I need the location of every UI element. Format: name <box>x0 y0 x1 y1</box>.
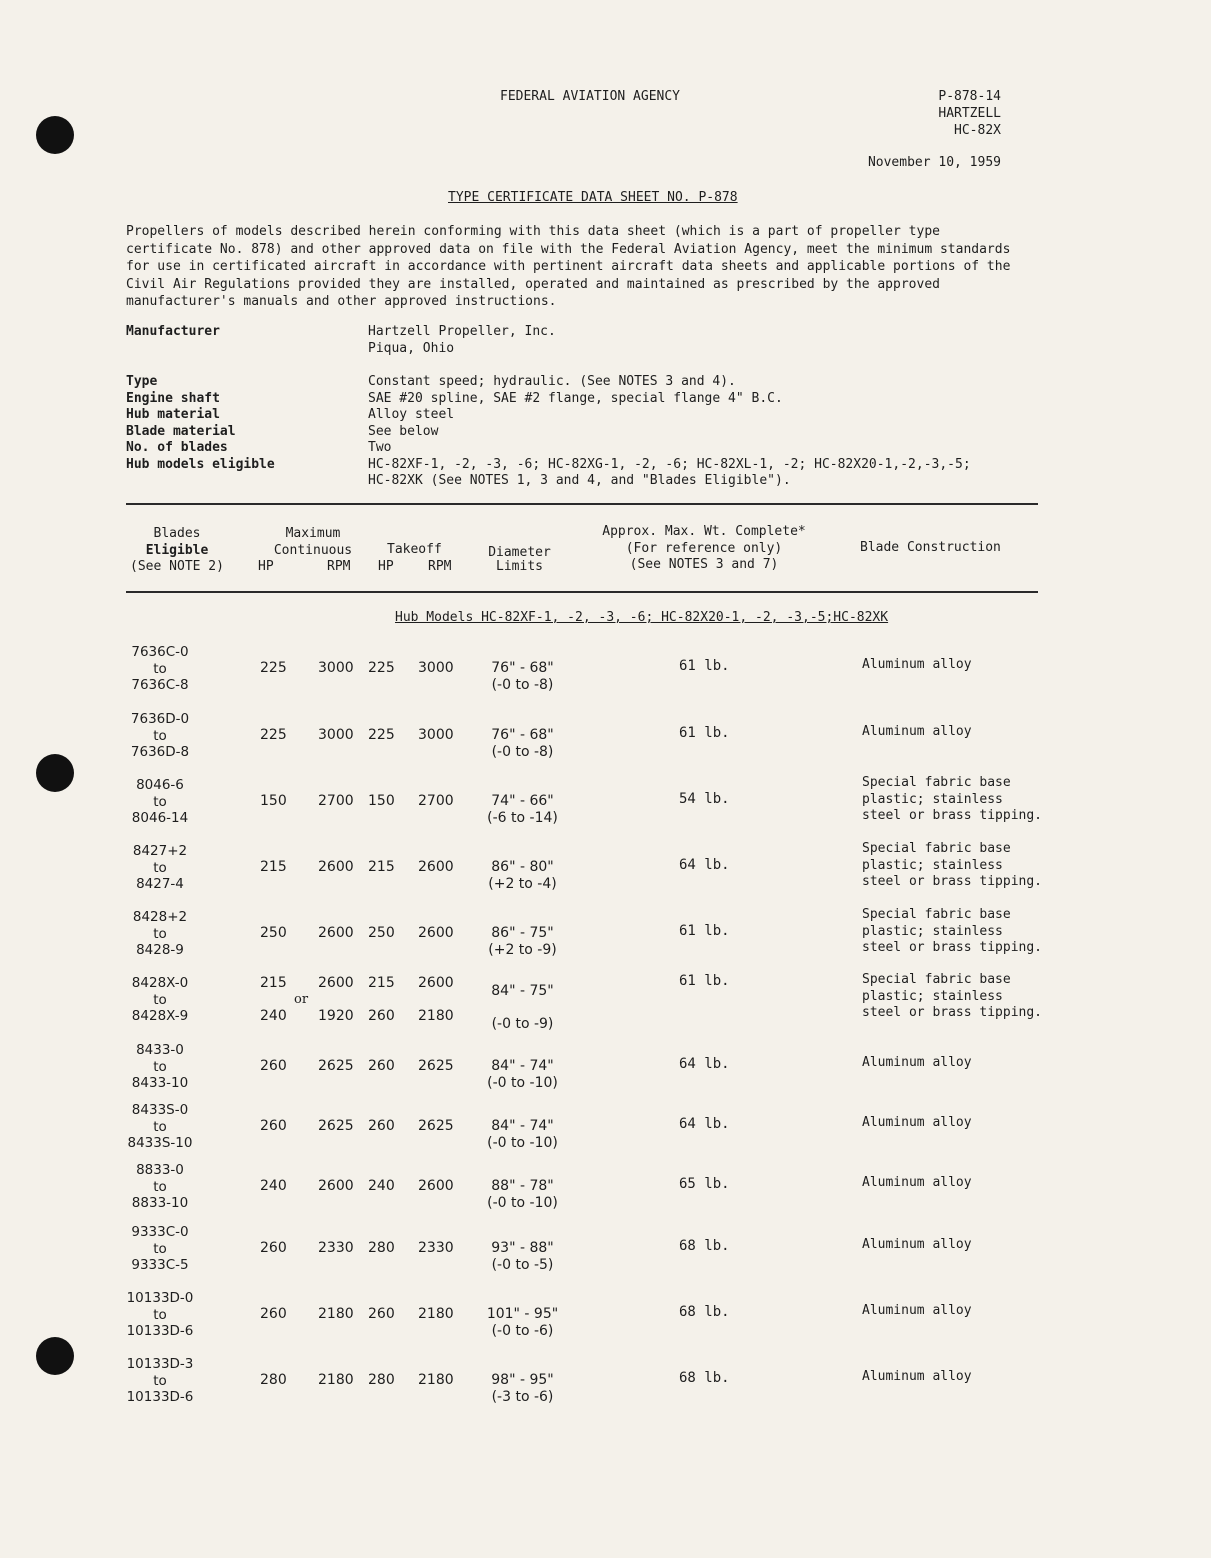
diameter-range: (+2 to -9) <box>488 942 557 958</box>
diameter-value: 86" - 80" <box>491 859 554 875</box>
spec-value: Hartzell Propeller, Inc. <box>368 324 556 339</box>
construction-line: steel or brass tipping. <box>862 874 1043 889</box>
diameter-limits <box>470 1372 575 1406</box>
takeoff-rpm-b: 2180 <box>418 1008 454 1024</box>
header-line: (See NOTES 3 and 7) <box>629 557 779 572</box>
blade-construction <box>862 841 1042 891</box>
max-cont-hp-b: 240 <box>260 1008 287 1024</box>
max-cont-rpm: 3000 <box>318 727 354 743</box>
construction-line: Special fabric base <box>862 972 1011 987</box>
takeoff-rpm: 2600 <box>418 1178 454 1194</box>
max-cont-hp-a: 215 <box>260 975 287 991</box>
construction-line: steel or brass tipping. <box>862 940 1043 955</box>
spec-value: HC-82XK (See NOTES 1, 3 and 4, and "Blades Eligible"). <box>368 473 791 488</box>
binder-hole-bottom <box>36 1337 74 1375</box>
takeoff-rpm: 2600 <box>418 859 454 875</box>
blade-to: 8427-4 <box>136 876 184 892</box>
approx-weight: 61 lb. <box>679 923 730 939</box>
diameter-limits <box>470 660 575 694</box>
takeoff-hp: 150 <box>368 793 395 809</box>
construction-line: plastic; stainless <box>862 791 1003 807</box>
header-line: Approx. Max. Wt. Complete* <box>602 524 806 539</box>
blade-construction <box>862 1115 972 1132</box>
spec-value: HC-82XF-1, -2, -3, -6; HC-82XG-1, -2, -6; HC-82XL-1, -2; HC-82X20-1,-2,-3,-5; <box>368 456 971 472</box>
blade-from: 8833-0 <box>136 1162 184 1178</box>
spec-label: Manufacturer <box>126 324 220 339</box>
takeoff-hp: 215 <box>368 859 395 875</box>
blade-from: 8427+2 <box>132 843 188 859</box>
construction-line: plastic; stainless <box>862 857 1003 873</box>
col-blades-header <box>122 526 232 576</box>
diameter-limits <box>470 1058 575 1092</box>
max-cont-hp: 280 <box>260 1372 287 1388</box>
blade-eligible <box>120 843 200 893</box>
max-cont-rpm: 2600 <box>318 1178 354 1194</box>
diameter-value: 93" - 88" <box>491 1240 554 1256</box>
max-cont-hp: 260 <box>260 1306 287 1322</box>
maker-code: HARTZELL <box>938 106 1001 121</box>
blade-from: 8046-6 <box>136 777 184 793</box>
blade-to: 8433-10 <box>131 1075 189 1091</box>
header-line: Diameter <box>488 545 551 560</box>
blade-to-word: to <box>153 1058 167 1075</box>
approx-weight: 64 lb. <box>679 1056 730 1072</box>
max-cont-hp: 250 <box>260 925 287 941</box>
blade-construction <box>862 1175 972 1192</box>
diameter-limits <box>470 1240 575 1274</box>
diameter-limits <box>470 793 575 827</box>
col-mc-rpm-header: RPM <box>327 559 351 574</box>
spec-value: Two <box>368 440 392 455</box>
approx-weight: 61 lb. <box>679 973 730 989</box>
diameter-value: 88" - 78" <box>491 1178 554 1194</box>
blade-construction <box>862 1303 972 1320</box>
blade-construction <box>862 972 1042 1022</box>
max-cont-hp: 225 <box>260 727 287 743</box>
blade-construction <box>862 775 1042 825</box>
blade-to-word: to <box>153 793 167 810</box>
max-cont-rpm: 2330 <box>318 1240 354 1256</box>
construction-line: Aluminum alloy <box>862 1055 972 1070</box>
approx-weight: 68 lb. <box>679 1304 730 1320</box>
header-line: (For reference only) <box>625 540 783 556</box>
approx-weight: 65 lb. <box>679 1176 730 1192</box>
header-line: (See NOTE 2) <box>130 559 224 574</box>
col-mc-hp-header: HP <box>258 559 274 574</box>
takeoff-rpm: 2625 <box>418 1058 454 1074</box>
blade-construction <box>862 1055 972 1072</box>
spec-value: Piqua, Ohio <box>368 340 455 356</box>
spec-value: See below <box>368 423 439 439</box>
diameter-value: 86" - 75" <box>491 925 554 941</box>
agency-name: FEDERAL AVIATION AGENCY <box>500 89 681 104</box>
blade-to-word: to <box>153 1372 167 1389</box>
diameter-range: (-3 to -6) <box>491 1389 554 1405</box>
max-cont-hp: 260 <box>260 1118 287 1134</box>
max-cont-hp: 225 <box>260 660 287 676</box>
rule-header <box>126 591 1038 593</box>
document-title: TYPE CERTIFICATE DATA SHEET NO. P-878 <box>448 190 738 205</box>
max-cont-rpm: 2700 <box>318 793 354 809</box>
spec-label: No. of blades <box>126 440 228 455</box>
diameter-range: (-0 to -10) <box>487 1195 558 1211</box>
diameter-limits <box>470 1178 575 1212</box>
takeoff-hp-b: 260 <box>368 1008 395 1024</box>
blade-to: 9333C-5 <box>131 1257 189 1273</box>
max-cont-hp: 215 <box>260 859 287 875</box>
spec-label: Hub models eligible <box>126 456 275 472</box>
takeoff-rpm: 2180 <box>418 1306 454 1322</box>
spec-value: SAE #20 spline, SAE #2 flange, special flange 4" B.C. <box>368 390 783 406</box>
construction-line: Aluminum alloy <box>862 1175 972 1190</box>
model-code: HC-82X <box>954 123 1001 138</box>
rule-top <box>126 503 1038 505</box>
takeoff-hp: 225 <box>368 727 395 743</box>
blade-construction <box>862 1369 972 1386</box>
diameter-range: (-0 to -5) <box>491 1257 554 1273</box>
col-weight-header <box>588 524 820 574</box>
approx-weight: 64 lb. <box>679 857 730 873</box>
takeoff-hp: 250 <box>368 925 395 941</box>
construction-line: steel or brass tipping. <box>862 1005 1043 1020</box>
hub-models-subheading: Hub Models HC-82XF-1, -2, -3, -6; HC-82X20-1, -2, -3,-5;HC-82XK <box>395 610 889 625</box>
blade-to: 10133D-6 <box>126 1389 194 1405</box>
diameter-limits <box>470 1306 575 1340</box>
blade-eligible <box>120 1042 200 1092</box>
diameter-range: (-6 to -14) <box>487 810 558 826</box>
spec-label: Engine shaft <box>126 390 220 406</box>
max-cont-hp: 240 <box>260 1178 287 1194</box>
blade-to: 8433S-10 <box>127 1135 193 1151</box>
max-cont-rpm-b: 1920 <box>318 1008 354 1024</box>
document-date: November 10, 1959 <box>867 155 1001 170</box>
diameter-limits <box>470 859 575 893</box>
construction-line: Special fabric base <box>862 775 1011 790</box>
header-line: Eligible <box>145 542 209 558</box>
construction-line: Aluminum alloy <box>862 1369 972 1384</box>
construction-line: Special fabric base <box>862 841 1011 856</box>
diameter-value: 84" - 74" <box>491 1058 554 1074</box>
blade-to-word: to <box>153 1178 167 1195</box>
spec-value: Alloy steel <box>368 407 455 422</box>
diameter-range: (-0 to -10) <box>487 1075 558 1091</box>
diameter-value: 76" - 68" <box>491 727 554 743</box>
construction-line: Aluminum alloy <box>862 1303 972 1318</box>
rating-or: or <box>294 992 309 1007</box>
blade-eligible <box>120 909 200 959</box>
takeoff-hp: 280 <box>368 1240 395 1256</box>
blade-construction <box>862 907 1042 957</box>
blade-from: 8428X-0 <box>131 975 189 991</box>
blade-to-word: to <box>153 660 167 677</box>
blade-eligible <box>120 1224 200 1274</box>
diameter-value: 76" - 68" <box>491 660 554 676</box>
takeoff-rpm: 3000 <box>418 727 454 743</box>
takeoff-rpm-a: 2600 <box>418 975 454 991</box>
blade-eligible <box>120 1356 200 1406</box>
blade-to-word: to <box>153 727 167 744</box>
construction-line: Aluminum alloy <box>862 1237 972 1252</box>
blade-to: 7636D-8 <box>130 744 190 760</box>
blade-to-word: to <box>153 991 167 1008</box>
col-diameter-header <box>472 545 567 575</box>
blade-from: 8433-0 <box>136 1042 184 1058</box>
blade-eligible <box>120 711 200 761</box>
blade-eligible <box>120 644 200 694</box>
diameter-limits <box>470 1118 575 1152</box>
takeoff-hp: 280 <box>368 1372 395 1388</box>
header-line: Continuous <box>273 542 353 558</box>
diameter-range: (-0 to -8) <box>491 744 554 760</box>
approx-weight: 54 lb. <box>679 791 730 807</box>
max-cont-rpm: 3000 <box>318 660 354 676</box>
header-line: Maximum <box>285 526 341 541</box>
construction-line: Special fabric base <box>862 907 1011 922</box>
diameter-range: (-0 to -9) <box>491 1016 554 1032</box>
construction-line: Aluminum alloy <box>862 657 972 672</box>
blade-to-word: to <box>153 1306 167 1323</box>
binder-hole-top <box>36 116 74 154</box>
approx-weight: 61 lb. <box>679 725 730 741</box>
spec-label: Hub material <box>126 407 220 422</box>
spec-label: Type <box>126 374 158 389</box>
blade-to: 10133D-6 <box>126 1323 194 1339</box>
col-takeoff-header: Takeoff <box>387 542 442 557</box>
col-max-cont-header <box>258 526 368 559</box>
takeoff-hp: 260 <box>368 1058 395 1074</box>
takeoff-hp: 260 <box>368 1306 395 1322</box>
col-to-hp-header: HP <box>378 559 394 574</box>
header-line: Blades <box>153 526 201 541</box>
takeoff-hp: 225 <box>368 660 395 676</box>
max-cont-rpm: 2600 <box>318 859 354 875</box>
max-cont-hp: 260 <box>260 1240 287 1256</box>
diameter-limits <box>470 727 575 761</box>
col-to-rpm-header: RPM <box>428 559 452 574</box>
blade-to: 8833-10 <box>131 1195 189 1211</box>
construction-line: plastic; stainless <box>862 923 1003 939</box>
approx-weight: 68 lb. <box>679 1370 730 1386</box>
blade-to-word: to <box>153 925 167 942</box>
blade-to-word: to <box>153 1118 167 1135</box>
max-cont-rpm: 2180 <box>318 1306 354 1322</box>
max-cont-rpm: 2625 <box>318 1058 354 1074</box>
diameter-range: (+2 to -4) <box>488 876 557 892</box>
header-line: Limits <box>496 558 543 574</box>
diameter-limits <box>470 975 575 1041</box>
diameter-value: 74" - 66" <box>491 793 554 809</box>
blade-eligible <box>120 975 200 1025</box>
blade-construction <box>862 724 972 741</box>
approx-weight: 64 lb. <box>679 1116 730 1132</box>
blade-from: 10133D-3 <box>126 1356 194 1372</box>
takeoff-rpm: 2700 <box>418 793 454 809</box>
blade-eligible <box>120 1290 200 1340</box>
takeoff-hp-a: 215 <box>368 975 395 991</box>
takeoff-rpm: 2180 <box>418 1372 454 1388</box>
blade-from: 10133D-0 <box>126 1290 194 1306</box>
takeoff-rpm: 3000 <box>418 660 454 676</box>
takeoff-hp: 260 <box>368 1118 395 1134</box>
blade-to: 8046-14 <box>131 810 189 826</box>
document-ids <box>938 88 1001 139</box>
blade-from: 8433S-0 <box>131 1102 189 1118</box>
binder-hole-middle <box>36 754 74 792</box>
approx-weight: 61 lb. <box>679 658 730 674</box>
takeoff-rpm: 2600 <box>418 925 454 941</box>
max-cont-rpm: 2600 <box>318 925 354 941</box>
blade-construction <box>862 1237 972 1254</box>
blade-eligible <box>120 1162 200 1212</box>
blade-eligible <box>120 1102 200 1152</box>
takeoff-rpm: 2625 <box>418 1118 454 1134</box>
blade-eligible <box>120 777 200 827</box>
construction-line: Aluminum alloy <box>862 724 972 739</box>
blade-from: 8428+2 <box>132 909 188 925</box>
blade-from: 7636C-0 <box>131 644 189 660</box>
blade-from: 7636D-0 <box>130 711 190 727</box>
diameter-range: (-0 to -6) <box>491 1323 554 1339</box>
doc-id: P-878-14 <box>938 89 1001 104</box>
blade-from: 9333C-0 <box>131 1224 189 1240</box>
approx-weight: 68 lb. <box>679 1238 730 1254</box>
blade-to: 8428X-9 <box>131 1008 189 1024</box>
construction-line: Aluminum alloy <box>862 1115 972 1130</box>
max-cont-rpm: 2625 <box>318 1118 354 1134</box>
diameter-range: (-0 to -8) <box>491 677 554 693</box>
takeoff-hp: 240 <box>368 1178 395 1194</box>
blade-to: 8428-9 <box>136 942 184 958</box>
max-cont-rpm-a: 2600 <box>318 975 354 991</box>
max-cont-hp: 260 <box>260 1058 287 1074</box>
diameter-limits <box>470 925 575 959</box>
spec-value: Constant speed; hydraulic. (See NOTES 3 and 4). <box>368 374 736 389</box>
diameter-range: (-0 to -10) <box>487 1135 558 1151</box>
intro-paragraph: Propellers of models described herein conforming with this data sheet (which is a part of propeller type certificate No. 878) and other approved data on file with the Federal Aviation Agency, meet the minimum standards for use in certificated aircraft in accordance with pertinent aircraft data sheets and applicable portions of the Civil Air Regulations provided they are installed, operated and maintained as prescribed by the approved manufacturer's manuals and other approved instructions. <box>126 224 1011 309</box>
diameter-value: 101" - 95" <box>486 1306 559 1322</box>
max-cont-hp: 150 <box>260 793 287 809</box>
construction-line: plastic; stainless <box>862 988 1003 1004</box>
max-cont-rpm: 2180 <box>318 1372 354 1388</box>
diameter-value: 98" - 95" <box>491 1372 554 1388</box>
blade-construction <box>862 657 972 674</box>
spec-label: Blade material <box>126 423 236 439</box>
blade-to-word: to <box>153 859 167 876</box>
construction-line: steel or brass tipping. <box>862 808 1043 823</box>
col-construction-header: Blade Construction <box>860 540 1001 555</box>
diameter-value: 84" - 74" <box>491 1118 554 1134</box>
blade-to: 7636C-8 <box>131 677 189 693</box>
diameter-value: 84" - 75" <box>491 983 554 999</box>
blade-to-word: to <box>153 1240 167 1257</box>
takeoff-rpm: 2330 <box>418 1240 454 1256</box>
